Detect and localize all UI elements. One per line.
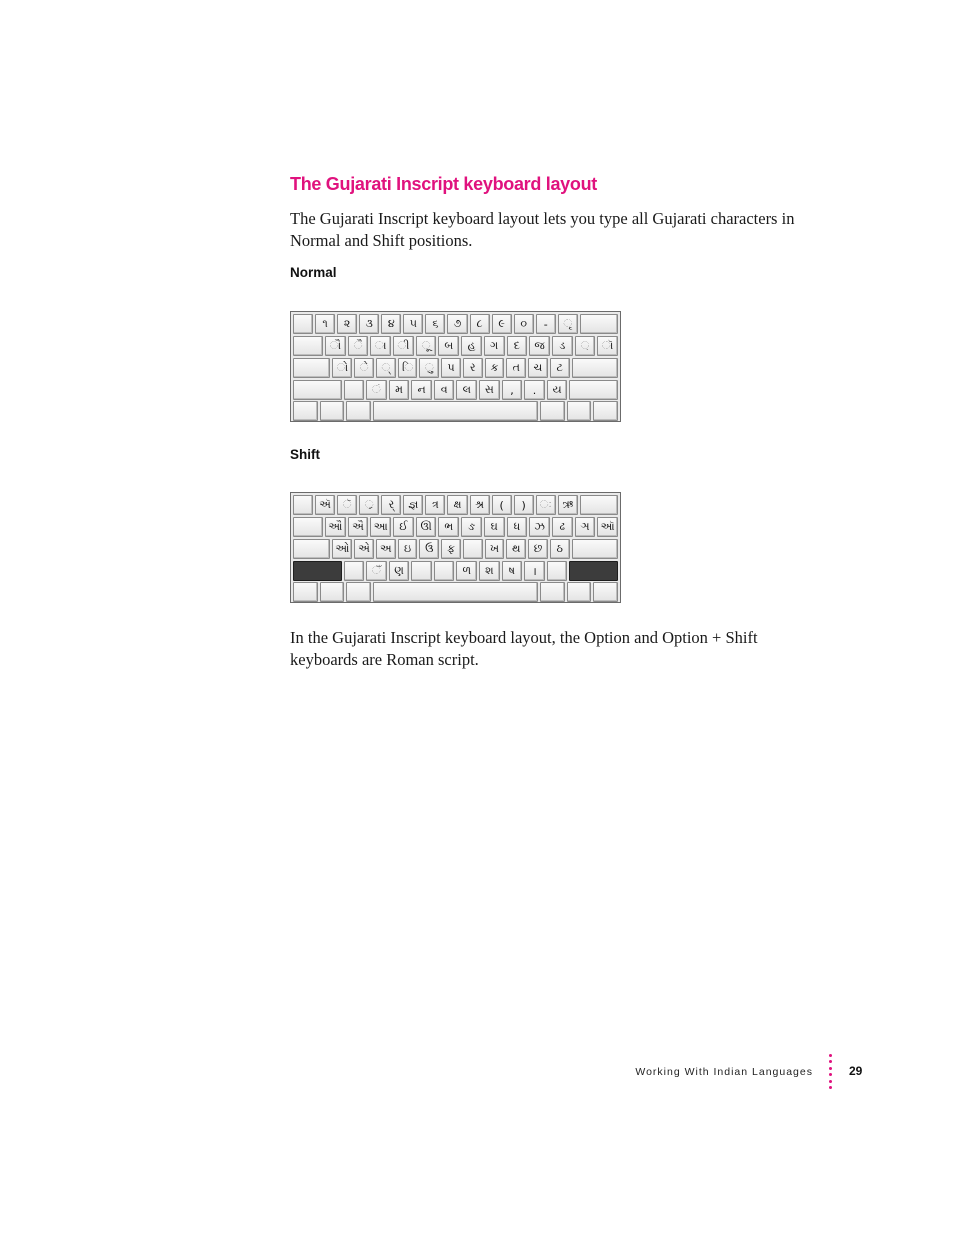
keyboard-key: ે: [354, 358, 374, 378]
keyboard-key: ં: [366, 380, 387, 400]
keyboard-key: ખ: [485, 539, 505, 559]
keyboard-key: ક્ષ: [447, 495, 467, 515]
keyboard-key: શ્ર: [470, 495, 490, 515]
keyboard-key: -: [536, 314, 556, 334]
keyboard-key: [320, 401, 345, 421]
keyboard-key: ઞ: [575, 517, 596, 537]
keyboard-key: [344, 380, 365, 400]
keyboard-key: [593, 582, 618, 602]
section-heading: The Gujarati Inscript keyboard layout: [290, 174, 597, 194]
keyboard-row: [293, 539, 618, 559]
keyboard-key: ઍ: [315, 495, 335, 515]
keyboard-row: [293, 380, 618, 400]
keyboard-key: .: [524, 380, 545, 400]
keyboard-key: સ: [479, 380, 500, 400]
keyboard-key: િ: [398, 358, 418, 378]
keyboard-key: ઓ: [332, 539, 352, 559]
keyboard-key: ણ: [389, 561, 410, 581]
keyboard-key: જ: [529, 336, 550, 356]
keyboard-key: [293, 561, 342, 581]
keyboard-key: ૩: [359, 314, 379, 334]
keyboard-key: [320, 582, 345, 602]
keyboard-row: [293, 401, 618, 421]
keyboard-key: ૉ: [597, 336, 618, 356]
keyboard-key: [569, 380, 618, 400]
keyboard-key: એ: [354, 539, 374, 559]
keyboard-key: ૧: [315, 314, 335, 334]
keyboard-key: અ: [376, 539, 396, 559]
keyboard-key: ળ: [456, 561, 477, 581]
keyboard-key: ઔ: [325, 517, 346, 537]
keyboard-key: ઢ: [552, 517, 573, 537]
keyboard-key: ઊ: [416, 517, 437, 537]
keyboard-key: ધ: [507, 517, 528, 537]
keyboard-key: બ: [438, 336, 459, 356]
keyboard-row: [293, 517, 618, 537]
keyboard-key: [580, 495, 618, 515]
keyboard-row: [293, 561, 618, 581]
keyboard-key: [293, 380, 342, 400]
keyboard-key: ર્: [381, 495, 401, 515]
footer-dotted-rule: [829, 1054, 833, 1094]
keyboard-key: ): [514, 495, 534, 515]
page-number: 29: [849, 1064, 863, 1078]
keyboard-key: થ: [506, 539, 526, 559]
keyboard-key: ઈ: [393, 517, 414, 537]
keyboard-key: [293, 336, 323, 356]
keyboard-key: ર: [463, 358, 483, 378]
keyboard-key: [572, 539, 618, 559]
keyboard-key: [293, 358, 330, 378]
keyboard-key: ૪: [381, 314, 401, 334]
keyboard-key: શ: [479, 561, 500, 581]
keyboard-key: ૨: [337, 314, 357, 334]
keyboard-key: ઁ: [366, 561, 387, 581]
keyboard-key: [572, 358, 618, 378]
keyboard-key: ૈ: [348, 336, 369, 356]
shift-layout-label: Shift: [290, 447, 320, 462]
keyboard-key: ,: [502, 380, 523, 400]
keyboard-key: પ: [441, 358, 461, 378]
intro-paragraph: The Gujarati Inscript keyboard layout lets you type all Gujarati characters in Normal and Shift positions.: [290, 209, 795, 250]
keyboard-key: મ: [389, 380, 410, 400]
footer-chapter-title: Working With Indian Languages: [635, 1066, 813, 1078]
keyboard-key: ગ: [484, 336, 505, 356]
keyboard-key: [373, 582, 538, 602]
keyboard-key: ુ: [419, 358, 439, 378]
keyboard-key: ઙ: [461, 517, 482, 537]
keyboard-key: [567, 582, 592, 602]
outro-paragraph: In the Gujarati Inscript keyboard layout, the Option and Option + Shift keyboards are Roman script.: [290, 628, 758, 669]
keyboard-key: [547, 561, 568, 581]
keyboard-key: ૯: [492, 314, 512, 334]
keyboard-row: [293, 314, 618, 334]
keyboard-key: [580, 314, 618, 334]
keyboard-row: [293, 358, 618, 378]
keyboard-key: ઐ: [348, 517, 369, 537]
keyboard-key: ો: [332, 358, 352, 378]
keyboard-key: ત: [506, 358, 526, 378]
keyboard-key: [293, 582, 318, 602]
keyboard-key: ૅ: [337, 495, 357, 515]
keyboard-key: ત્ર: [425, 495, 445, 515]
keyboard-key: ટ: [550, 358, 570, 378]
keyboard-key: ૭: [447, 314, 467, 334]
keyboard-key: [373, 401, 538, 421]
keyboard-key: [293, 495, 313, 515]
keyboard-key: ચ: [528, 358, 548, 378]
keyboard-key: ફ: [441, 539, 461, 559]
keyboard-key: [567, 401, 592, 421]
keyboard-key: જ્ઞ: [403, 495, 423, 515]
keyboard-key: ભ: [438, 517, 459, 537]
keyboard-key: ય: [547, 380, 568, 400]
keyboard-key: [344, 561, 365, 581]
keyboard-key: [434, 561, 455, 581]
keyboard-key: ૮: [470, 314, 490, 334]
keyboard-key: [540, 401, 565, 421]
keyboard-key: (: [492, 495, 512, 515]
keyboard-key: ઘ: [484, 517, 505, 537]
keyboard-key: લ: [456, 380, 477, 400]
keyboard-key: [593, 401, 618, 421]
keyboard-row: [293, 582, 618, 602]
keyboard-key: ક: [485, 358, 505, 378]
keyboard-key: ૬: [425, 314, 445, 334]
keyboard-key: વ: [434, 380, 455, 400]
keyboard-key: ષ: [502, 561, 523, 581]
keyboard-key: [293, 539, 330, 559]
keyboard-key: ્: [376, 358, 396, 378]
keyboard-key: [569, 561, 618, 581]
keyboard-row: [293, 495, 618, 515]
keyboard-key: [411, 561, 432, 581]
keyboard-key: ૫: [403, 314, 423, 334]
keyboard-key: છ: [528, 539, 548, 559]
keyboard-key: ઃ: [536, 495, 556, 515]
keyboard-key: ।: [524, 561, 545, 581]
keyboard-row: [293, 336, 618, 356]
keyboard-key: ી: [393, 336, 414, 356]
keyboard-key: [346, 401, 371, 421]
keyboard-key: ૌ: [325, 336, 346, 356]
keyboard-key: ૦: [514, 314, 534, 334]
keyboard-key: ઠ: [550, 539, 570, 559]
normal-keyboard-diagram: [290, 311, 621, 422]
keyboard-key: ૂ: [416, 336, 437, 356]
keyboard-key: [463, 539, 483, 559]
keyboard-key: હ: [461, 336, 482, 356]
shift-keyboard-diagram: [290, 492, 621, 603]
keyboard-key: આ: [370, 517, 391, 537]
keyboard-key: ઑ: [597, 517, 618, 537]
keyboard-key: ઋ: [558, 495, 578, 515]
keyboard-key: ઉ: [419, 539, 439, 559]
keyboard-key: ૃ: [558, 314, 578, 334]
keyboard-key: ઇ: [398, 539, 418, 559]
keyboard-key: [540, 582, 565, 602]
keyboard-key: દ: [507, 336, 528, 356]
keyboard-key: ન: [411, 380, 432, 400]
normal-layout-label: Normal: [290, 265, 337, 280]
keyboard-key: ડ: [552, 336, 573, 356]
keyboard-key: [346, 582, 371, 602]
keyboard-key: ઝ: [529, 517, 550, 537]
keyboard-key: [293, 517, 323, 537]
keyboard-key: [293, 314, 313, 334]
keyboard-key: [293, 401, 318, 421]
keyboard-key: ્ર: [359, 495, 379, 515]
keyboard-key: ઼: [575, 336, 596, 356]
keyboard-key: ા: [370, 336, 391, 356]
